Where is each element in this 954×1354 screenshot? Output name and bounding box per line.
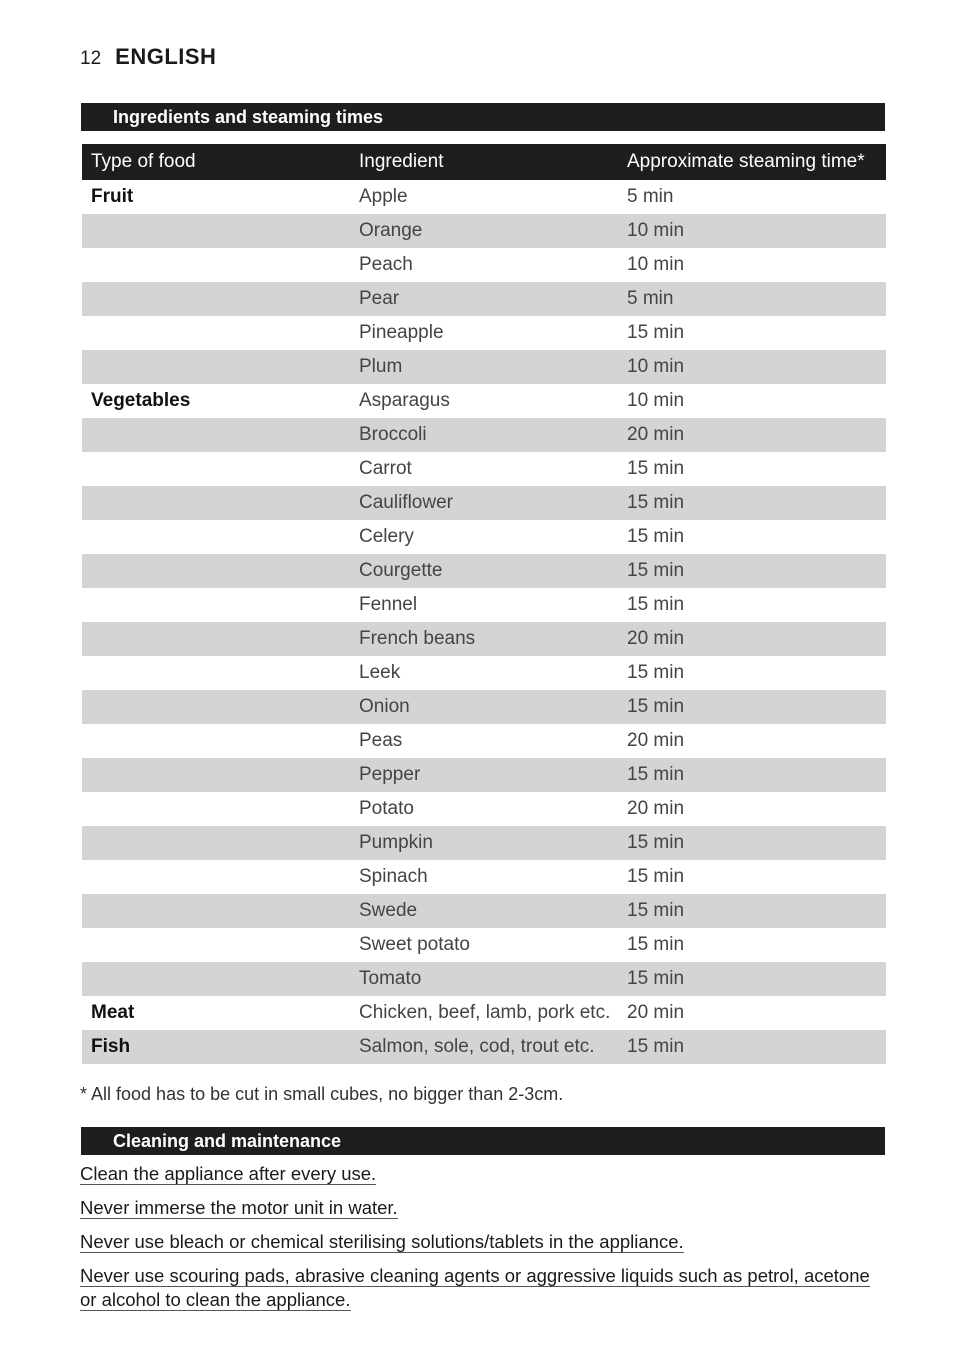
table-row [82,758,886,792]
cell-type-of-food: Meat [91,1002,135,1023]
cell-ingredient: Courgette [350,554,618,588]
table-row [82,928,886,962]
cell-ingredient: Broccoli [350,418,618,452]
cell-type-of-food [82,656,350,690]
table-row [82,690,886,724]
cell-steaming-time: 20 min [618,622,886,656]
cell-type-of-food [82,350,350,384]
cell-steaming-time: 15 min [618,1030,886,1064]
steaming-times-table [82,144,886,1064]
column-header-type-of-food: Type of food [82,144,350,180]
cell-ingredient: Pepper [350,758,618,792]
cell-ingredient: Tomato [350,962,618,996]
cell-ingredient: Celery [359,526,414,547]
cell-steaming-time: 20 min [627,1002,685,1023]
cell-ingredient: Pineapple [359,322,444,343]
table-row [82,724,886,758]
cleaning-instructions-list [80,1162,886,1322]
cleaning-instruction: Clean the appliance after every use. [80,1163,377,1184]
cell-ingredient: Orange [350,214,618,248]
table-row [82,656,886,690]
list-item [80,1264,886,1312]
cell-ingredient: Potato [359,798,414,819]
cell-type-of-food [82,724,350,758]
cell-type-of-food [82,928,350,962]
table-row [82,282,886,316]
section-title-ingredients: Ingredients and steaming times [81,103,885,131]
table-row [82,350,886,384]
cell-steaming-time: 15 min [627,458,685,479]
cell-ingredient: Chicken, beef, lamb, pork etc. [359,1002,611,1023]
cell-steaming-time: 10 min [627,254,685,275]
cell-ingredient: Peach [359,254,413,275]
cell-steaming-time: 10 min [627,390,685,411]
cell-steaming-time: 15 min [618,894,886,928]
cell-type-of-food [82,588,350,622]
table-row [82,588,886,622]
cell-ingredient: Cauliflower [350,486,618,520]
table-row [82,1030,886,1064]
cell-ingredient: Peas [359,730,403,751]
cell-type-of-food [82,860,350,894]
cleaning-instruction: Never use scouring pads, abrasive cleaning agents or aggressive liquids such as petrol, acetone or alcohol to clean the appliance. [80,1265,870,1310]
cell-steaming-time: 15 min [618,826,886,860]
cell-ingredient: Leek [359,662,401,683]
section-title-cleaning: Cleaning and maintenance [81,1127,885,1155]
cleaning-instruction: Never use bleach or chemical sterilising solutions/tablets in the appliance. [80,1231,684,1252]
cell-type-of-food [82,894,350,928]
cell-type-of-food: Fish [82,1030,350,1064]
cell-type-of-food [82,282,350,316]
cell-steaming-time: 15 min [627,934,685,955]
table-row [82,486,886,520]
page-number: 12 [80,48,102,69]
cell-ingredient: French beans [350,622,618,656]
cell-type-of-food [82,520,350,554]
cell-type-of-food [82,792,350,826]
cell-ingredient: Salmon, sole, cod, trout etc. [350,1030,618,1064]
table-row [82,554,886,588]
cell-type-of-food [82,826,350,860]
cell-ingredient: Asparagus [359,390,450,411]
cell-ingredient: Apple [359,186,408,207]
cell-type-of-food [82,554,350,588]
cell-type-of-food [82,418,350,452]
cell-ingredient: Pear [350,282,618,316]
cell-ingredient: Onion [350,690,618,724]
cell-ingredient: Pumpkin [350,826,618,860]
table-row [82,452,886,486]
cell-steaming-time: 15 min [627,866,685,887]
page-header [80,44,216,78]
cell-type-of-food [82,622,350,656]
table-row [82,248,886,282]
cell-type-of-food: Vegetables [91,390,191,411]
cell-steaming-time: 5 min [618,282,886,316]
cell-type-of-food: Fruit [91,186,134,207]
cell-type-of-food [82,248,350,282]
table-row [82,520,886,554]
table-row [82,622,886,656]
cell-steaming-time: 10 min [618,214,886,248]
cell-ingredient: Plum [350,350,618,384]
cell-steaming-time: 15 min [618,554,886,588]
list-item [80,1196,886,1220]
cell-steaming-time: 15 min [618,758,886,792]
cell-steaming-time: 5 min [627,186,674,207]
footnote: * All food has to be cut in small cubes, no bigger than 2-3cm. [80,1084,564,1104]
cell-steaming-time: 20 min [618,418,886,452]
table-row [82,792,886,826]
cell-steaming-time: 15 min [618,486,886,520]
cell-type-of-food [82,452,350,486]
cell-steaming-time: 15 min [627,594,685,615]
cell-steaming-time: 20 min [627,798,685,819]
table-header-row [82,144,886,180]
cell-type-of-food [82,486,350,520]
column-header-steaming-time: Approximate steaming time* [618,144,886,180]
cell-type-of-food [82,758,350,792]
table-row [82,316,886,350]
cell-type-of-food [82,214,350,248]
cell-type-of-food [82,690,350,724]
column-header-ingredient: Ingredient [350,144,618,180]
cell-type-of-food [82,962,350,996]
cell-ingredient: Carrot [359,458,412,479]
cell-ingredient: Spinach [359,866,428,887]
table-row [82,894,886,928]
cell-steaming-time: 10 min [618,350,886,384]
table-row [82,996,886,1030]
list-item [80,1162,886,1186]
table-row [82,418,886,452]
table-body [82,180,886,1064]
cell-type-of-food [82,316,350,350]
list-item [80,1230,886,1254]
cell-ingredient: Swede [350,894,618,928]
cell-steaming-time: 20 min [627,730,685,751]
page-language-heading: ENGLISH [115,44,217,69]
cell-steaming-time: 15 min [627,662,685,683]
cleaning-instruction: Never immerse the motor unit in water. [80,1197,398,1218]
cell-steaming-time: 15 min [618,690,886,724]
cell-steaming-time: 15 min [627,526,685,547]
cell-ingredient: Fennel [359,594,418,615]
cell-steaming-time: 15 min [627,322,685,343]
table-row [82,180,886,214]
cell-steaming-time: 15 min [618,962,886,996]
table-row [82,384,886,418]
table-row [82,962,886,996]
table-row [82,826,886,860]
table-row [82,860,886,894]
table-row [82,214,886,248]
cell-ingredient: Sweet potato [359,934,470,955]
